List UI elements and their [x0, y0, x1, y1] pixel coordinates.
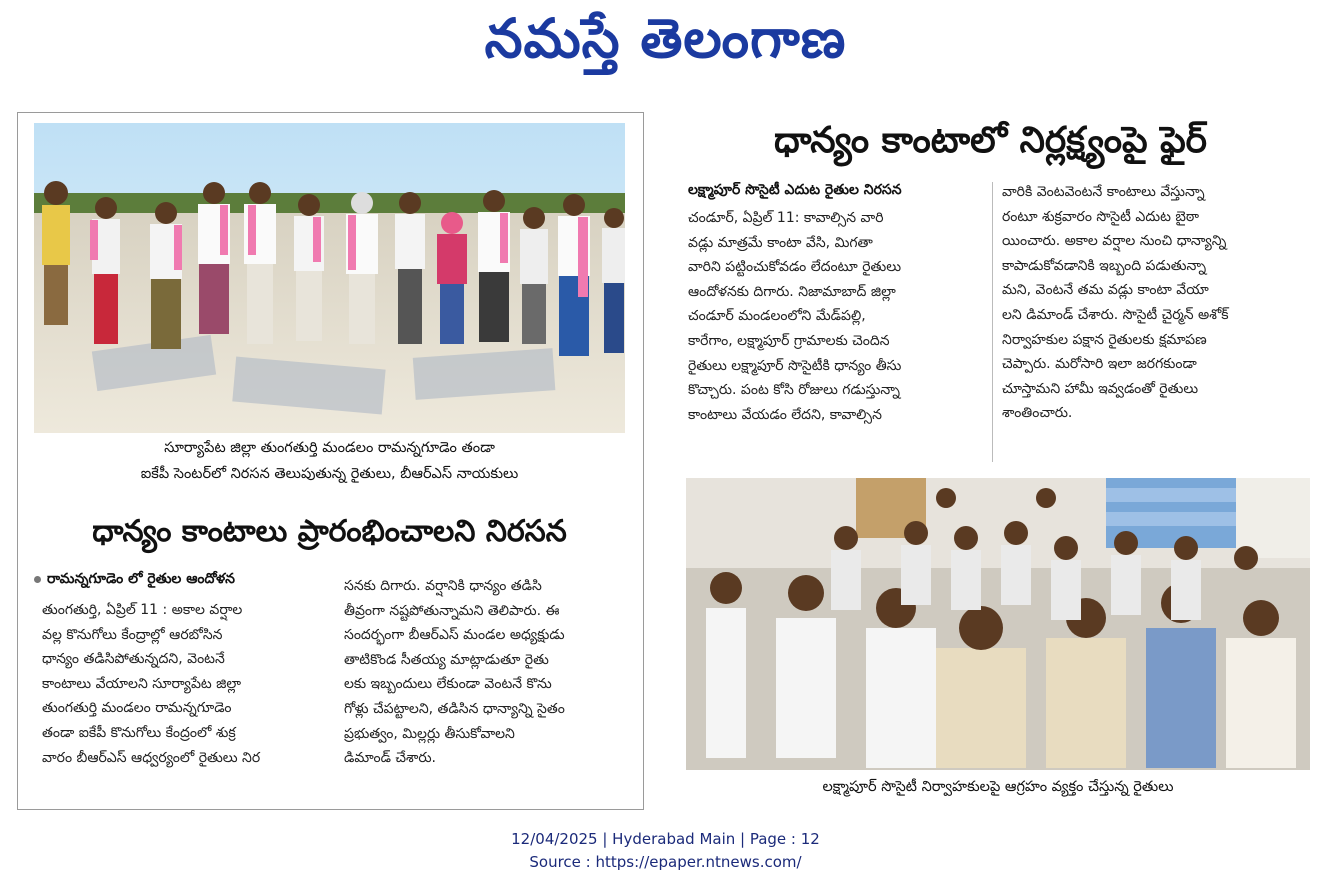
article-line: శాంతించారు.: [1002, 405, 1073, 422]
footer-date-page: 12/04/2025 | Hyderabad Main | Page : 12: [511, 830, 820, 848]
article-line: వారిని పట్టించుకోవడం లేదంటూ రైతులు: [688, 259, 902, 276]
article-line: కొచ్చారు. పంట కోసి రోజులు గడుస్తున్నా: [688, 382, 901, 399]
column-divider: [992, 182, 993, 462]
protest-photo-graphic: [34, 123, 625, 433]
right-article-clip: [668, 108, 1313, 808]
farmers-meeting-photo: [686, 478, 1310, 770]
article-line: గోళ్లు చేపట్టాలని, తడిసిన ధాన్యాన్ని సైతం: [344, 700, 565, 717]
article-line: చెప్పారు. మరోసారి ఇలా జరగకుండా: [1002, 356, 1197, 373]
farmers-meeting-photo-graphic: [686, 478, 1310, 770]
article-line: చూస్తామని హామీ ఇవ్వడంతో రైతులు: [1002, 380, 1199, 397]
left-subhead: [34, 571, 235, 590]
right-article-col2: [1002, 180, 1298, 426]
article-line: వల్ల కొనుగోలు కేంద్రాల్లో ఆరబోసిన: [42, 626, 223, 643]
article-line: తుంగతుర్తి, ఏప్రిల్ 11 : అకాల వర్షాల: [42, 602, 243, 618]
article-line: తీవ్రంగా నష్టపోతున్నామని తెలిపారు. ఈ: [344, 602, 560, 619]
masthead-title: నమస్తే తెలంగాణ: [484, 7, 847, 70]
article-line: కాంటాలు వేయాలని సూర్యాపేట జిల్లా: [42, 675, 242, 692]
left-headline: ధాన్యం కాంటాలు ప్రారంభించాలని నిరసన: [92, 514, 567, 549]
article-line: ప్రభుత్వం, మిల్లర్లు తీసుకోవాలని: [344, 725, 515, 742]
article-line: చండూర్, ఏప్రిల్ 11: కావాల్సిన వారి: [688, 210, 884, 226]
footer-source: Source : https://epaper.ntnews.com/: [529, 853, 802, 871]
article-line: కారేగాం, లక్ష్మాపూర్ గ్రామాలకు చెందిన: [688, 332, 890, 349]
article-line: రంటూ శుక్రవారం సొసైటీ ఎదుట బైఠా: [1002, 208, 1199, 225]
article-line: వడ్లు మాత్రమే కాంటా వేసి, మిగతా: [688, 234, 873, 251]
article-line: మని, వెంటనే తమ వడ్లు కాంటా వేయా: [1002, 282, 1209, 299]
article-line: ఆందోళనకు దిగారు. నిజామాబాద్ జిల్లా: [688, 283, 896, 300]
article-line: తుంగతుర్తి మండలం రామన్నగూడెం: [42, 700, 232, 717]
article-line: యించారు. అకాల వర్షాల నుంచి ధాన్యాన్ని: [1002, 233, 1227, 250]
article-line: లకు ఇబ్బందులు లేకుండా వెంటనే కొను: [344, 676, 552, 693]
article-line: డిమాండ్ చేశారు.: [344, 750, 437, 767]
article-line: కాపాడుకోవడానికి ఇబ్బంది పడుతున్నా: [1002, 257, 1207, 274]
article-line: కాంటాలు వేయడం లేదని, కావాల్సిన: [688, 406, 882, 423]
article-line: తండా ఐకేపీ కొనుగోలు కేంద్రంలో శుక్ర: [42, 724, 236, 741]
article-line: నిర్వాహకుల పక్షాన రైతులకు క్షమాపణ: [1002, 331, 1207, 348]
right-photo-caption: లక్ష్మాపూర్ సొసైటీ నిర్వాహకులపై ఆగ్రహం వ్యక్తం చేస్తున్న రైతులు: [822, 779, 1174, 795]
article-line: వారికి వెంటవెంటనే కాంటాలు వేస్తున్నా: [1002, 184, 1205, 200]
article-line: సనకు దిగారు. వర్షానికి ధాన్యం తడిసి: [344, 578, 542, 594]
left-article-clip: [17, 112, 644, 810]
article-line: సందర్భంగా బీఆర్‌ఎస్ మండల అధ్యక్షుడు: [344, 627, 565, 644]
right-subhead: లక్ష్మాపూర్ సొసైటీ ఎదుట రైతుల నిరసన: [688, 182, 902, 198]
article-line: రైతులు లక్ష్మాపూర్ సొసైటీకి ధాన్యం తీసు: [688, 357, 902, 374]
protest-photo: [34, 123, 625, 433]
article-line: ధాన్యం తడిసిపోతున్నదని, వెంటనే: [42, 651, 225, 668]
bullet-icon: [34, 576, 41, 583]
right-headline: ధాన్యం కాంటాలో నిర్లక్ష్యంపై ఫైర్: [773, 120, 1208, 161]
article-line: వారం బీఆర్‌ఎస్ ఆధ్వర్యంలో రైతులు నిర: [42, 749, 261, 766]
left-photo-caption-line2: ఐకేపీ సెంటర్‌లో నిరసన తెలుపుతున్న రైతులు, బీఆర్‌ఎస్ నాయకులు: [140, 466, 519, 482]
left-article-col2: [344, 574, 622, 771]
article-line: లని డిమాండ్ చేశారు. సొసైటీ చైర్మన్ అశోక్: [1002, 306, 1229, 323]
left-photo-caption-line1: సూర్యాపేట జిల్లా తుంగతుర్తి మండలం రామన్నగూడెం తండా: [164, 440, 495, 456]
left-subhead-text: రామన్నగూడెం లో రైతుల ఆందోళన: [47, 571, 236, 587]
left-article-col1: [42, 598, 320, 770]
left-photo-caption: [34, 435, 625, 487]
right-article-col1: [688, 206, 984, 427]
article-line: చండూర్ మండలంలోని మేడ్‌పల్లి,: [688, 308, 866, 325]
article-line: తాటికొండ సీతయ్య మాట్లాడుతూ రైతు: [344, 651, 549, 668]
